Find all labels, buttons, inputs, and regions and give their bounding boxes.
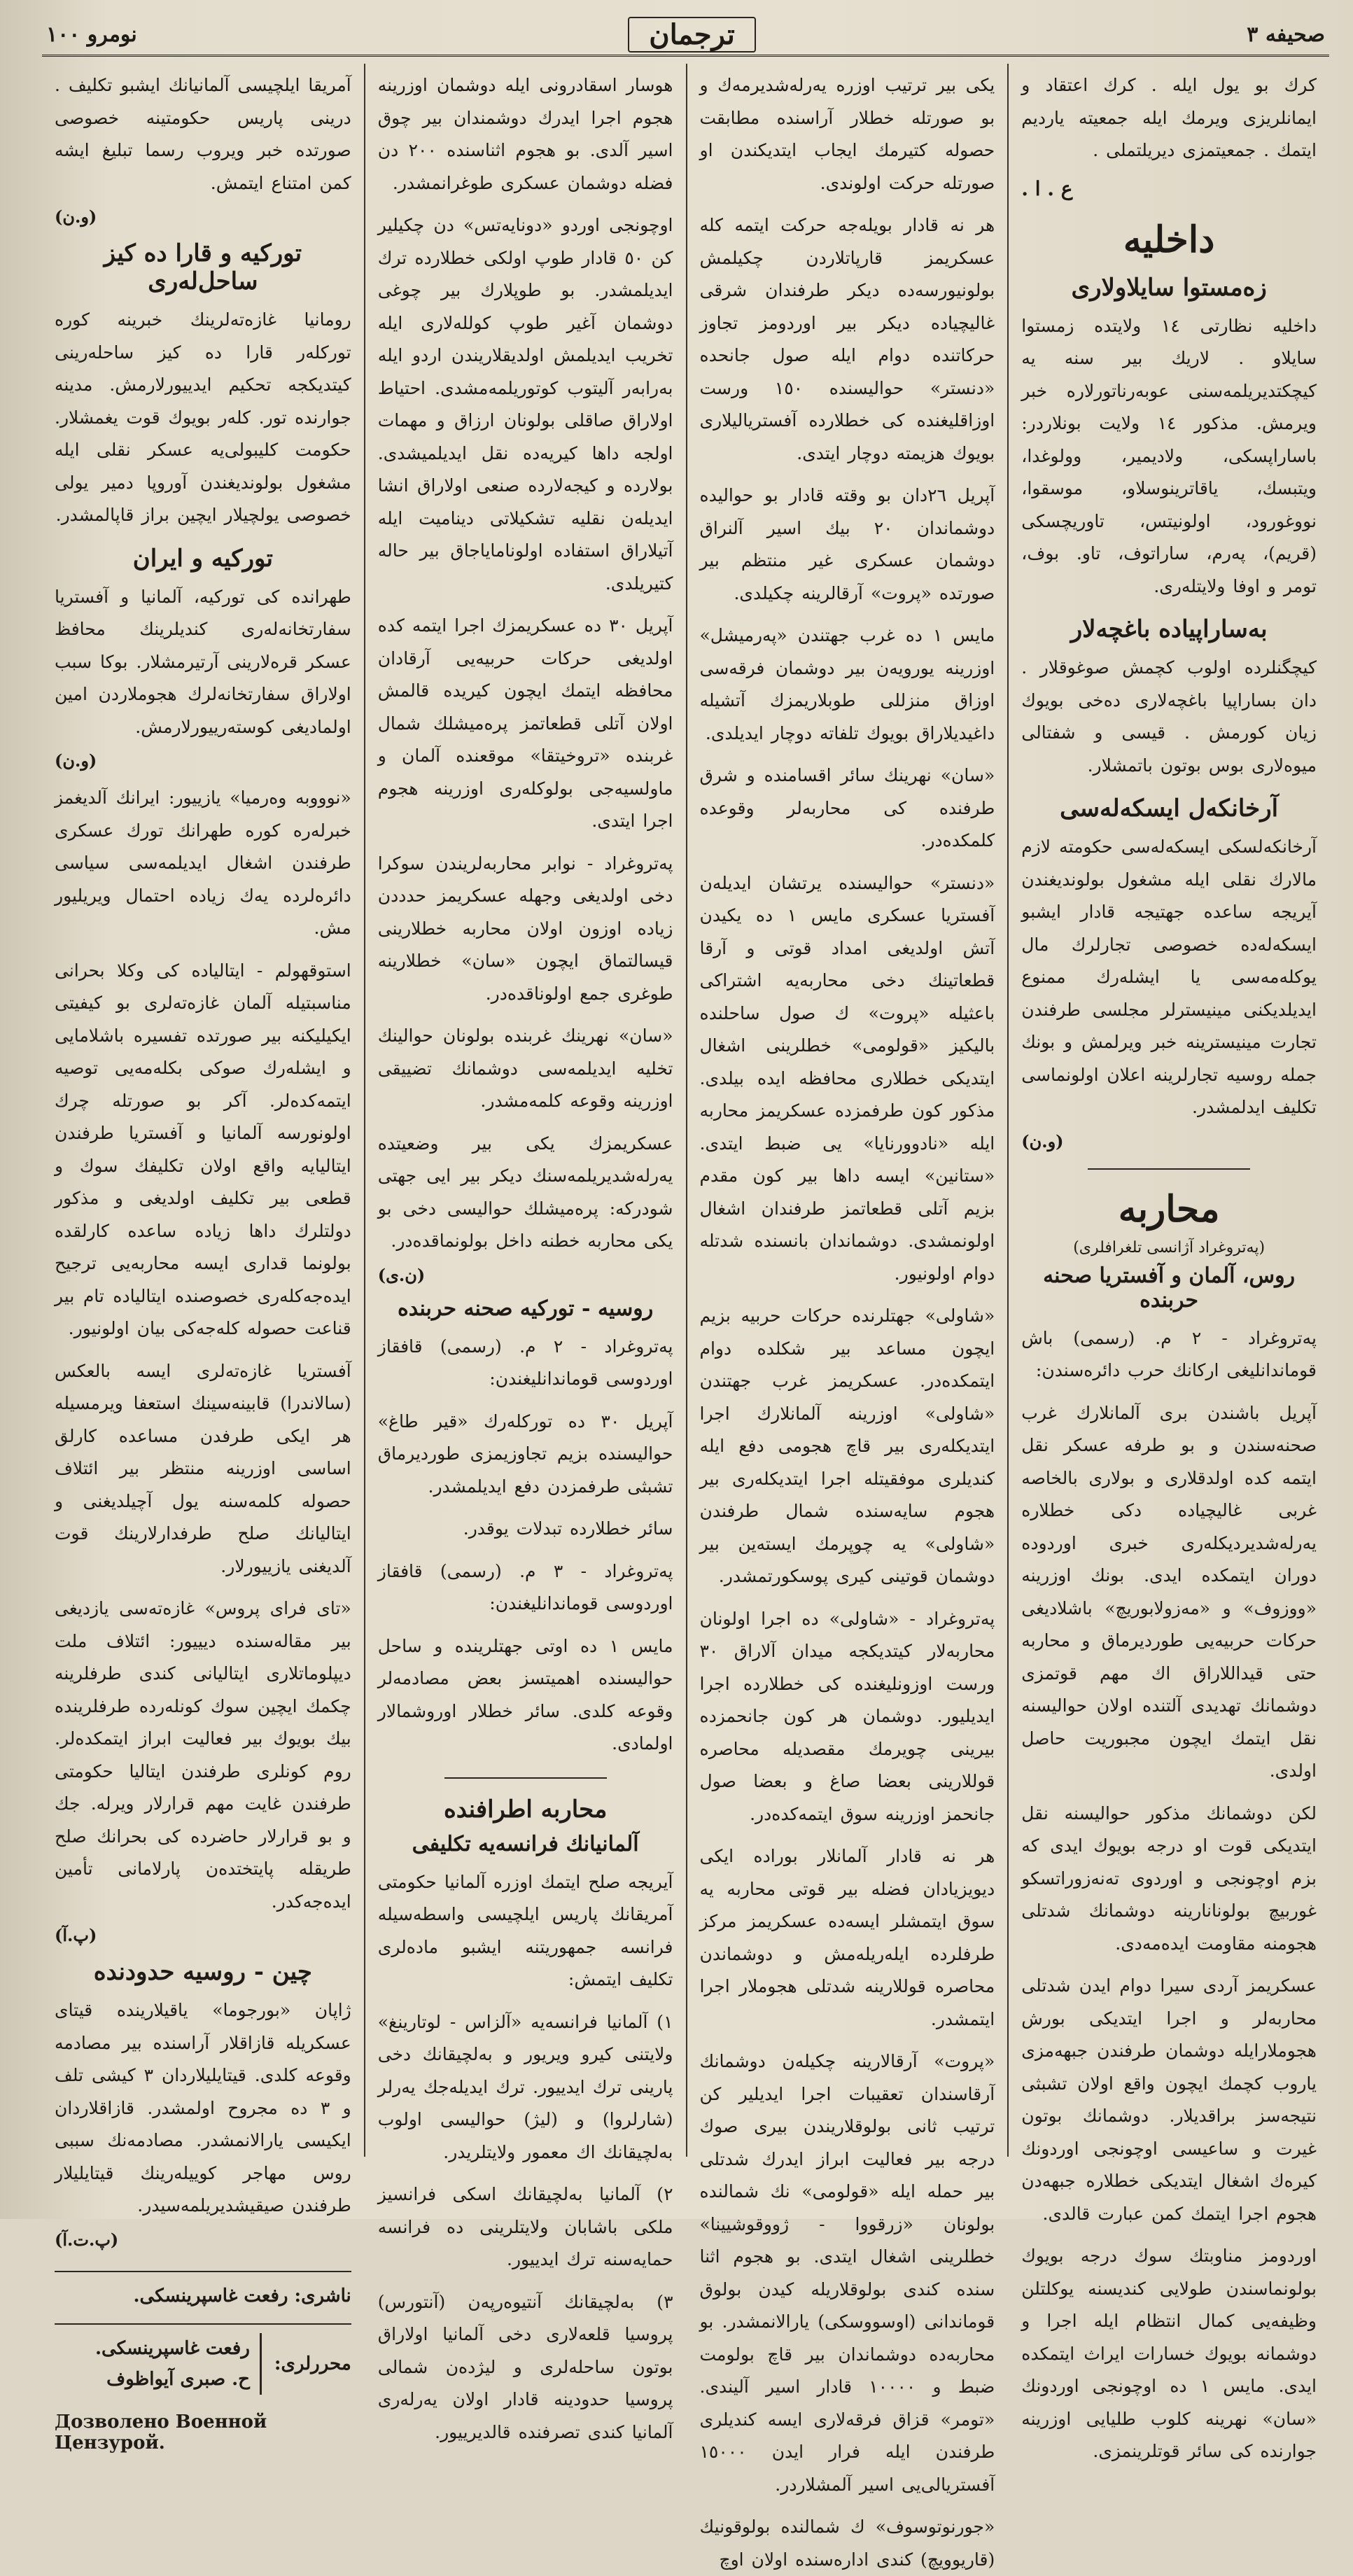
news-source: (و.ن) [55, 750, 97, 771]
column-3 [364, 64, 686, 2442]
page-header [42, 14, 1329, 57]
article-heading: بەساراپیاده باغچەلار [1070, 615, 1268, 643]
article-paragraph: پەتروغراد - ٢ م. (رسمی) قافقاز اوردوسی قوماندانلیغندن: [377, 1336, 673, 1389]
publisher-name: رفعت غاسپرینسکی. [133, 2285, 288, 2306]
section-title-domestic: داخلیه [1123, 218, 1215, 261]
article-paragraph: ٣) بەلچیقانك آنتیوەرپه‌ن (آنتورس) پروسیا قلعه‌لاری دخی آلمانیا اولاراق بوتون ساحله‌لری و لیژدەن شمالی پروسیا حدودینه قادار اولان یه‌رله‌ری آلمانیا کندی تصرفنده قالدیرییور. [377, 2291, 673, 2442]
editors-block [55, 2323, 351, 2395]
article-heading: تورکیه و ایران [132, 544, 274, 573]
article-paragraph: آپریل باشندن بری آلمانلارك غرب صحنەسندن و بو طرفه عسکر نقل ایتمه کده اولدقلاری و بولاری بالخاصه غربی غالیچیاده دکی خطلاره یەرلەشدیردیکلەری خبری اوردوده دوران ایتمکده ایدی. بونك اوزرینه «ووزوف» و «مەزولابوریچ» باشلادیغی حرکات حربیەیی طوردیرماق و محاربه حتی قیداللاراق اك مهم قوتمزی دوشمانك تهدیدی آلتنده اولان حوالیسنه نقل ایتمك ایچون مجبوریت حاصل اولدی. [1021, 1402, 1317, 1781]
publisher-label: ناشری: [294, 2285, 351, 2306]
article-paragraph: عسکریمزك یکی بیر وضعیتده یه‌رله‌شدیریلمەسنك دیکر بیر ایی جهتی شودر‌که: پرەمیشلك حوالیسی دخی بو یکی محاربه خطنه داخل بولونماقده‌در. [377, 1133, 673, 1251]
article-paragraph: آفستریا غازەته‌لری ایسه بالعکس (سالاندرا) قابینه‌سینك استعفا ویرمسیله هر ایکی طرفدن مساعده کارلق اساسی اوزرینه منتظر بیر ائتلاف حصوله کلمه‌سنه یول آچیلدیغنی و ایتالیانك صلح طرفدارلارینك قوت آلدیغنی یازییورلار. [55, 1360, 351, 1576]
article-paragraph: رومانیا غازەته‌لرینك خبرینه کوره تورکلەر قارا ده کیز ساحلەرینی کیتدیکجه تحکیم ایدییورلارمش. مدینه جوارنده تور. کلەر بویوك قوت یغمشلار. حکومت کلیبولی‌یه عسکر نقلی ایله مشغول بولوندیغندن آوروپا دمیر یولی خصوصی یولچیلار ایچین براز قاپالمشدر. [55, 309, 351, 525]
article-paragraph: «دنستر» حوالیسنده یرتشان ایدیلەن آفستریا عسکری مایس ١ ده یکیدن آتش اولدیغی امداد قوتی و آرقا قطعاتینك دخی محاربه‌یه اشتراکی باعثیله «پروت» ك صول ساحلنده بالیکیز «قولومی» خطلرینی اشغال ایتدیکی خطلاری محافظه ایده بیلدی. مذکور کون طرفمزده عسکریمز محاربه ایله «نادوورنایا» یی ضبط ایتدی. «ستانین» ایسه داها بیر کون مقدم بزیم آتلی قطعاتمز طرفندان اشغال اولونمشدی. دوشماندان بانسنده شدتله دوام اولونیور. [699, 872, 995, 1284]
article-paragraph: «جورنوتوسوف» ك شمالنده بولوقونیك (قاریوویچ) کندی ادارەسنده اولان اوچ [699, 2516, 995, 2570]
page-number: صحیفه ٣ [1247, 22, 1325, 47]
news-source: (و.ن) [1021, 1130, 1064, 1152]
article-paragraph: «سان» نهرینك غربنده بولونان حوالینك تخلیه ایدیلمەسی دوشمانك تضییقی اوزرینه وقوعه کلمه‌مشدر. [377, 1026, 673, 1111]
article-paragraph: مایس ١ ده غرب جهتندن «پەرمیشل» اوزرینه یورویەن بیر دوشمان فرقەسی اوزاق منزللی طوبلاریمزك آتشیله داغیدیلاراق بویوك تلفاته دوچار ایدیلدی. [699, 625, 995, 743]
editor-name: ح. صبری آیواظوف [106, 2369, 250, 2390]
imprint [55, 2271, 351, 2454]
article-paragraph: اوردومز مناوبتك سوك درجه بویوك بولونماسندن طولایی کندیسنه یوکلتلن وظیفه‌یی کمال انتظام ایله اجرا و دوشمانه بویوك خسارات ایراث ایتمکده ایدی. مایس ١ ده اوچونجی اوردونك «سان» نهرینه کلوب طلیایی اوزرینه جوارنده کی سائر قوتلرینمزی. [1021, 2246, 1317, 2461]
article-paragraph: ٢) آلمانیا بەلچیقانك اسکی فرانسیز ملکی باشابان ولایتلرینی ده فرانسه حمایه‌سنه ترك ایدییور. [377, 2184, 673, 2269]
column-1 [1007, 64, 1329, 2461]
article-paragraph: «تای فرای پروس» غازەته‌سی یازدیغی بیر مقاله‌سنده دیییور: ائتلاف ملت دیپلوماتلاری ایتالیانی کندی طرفلرینه چکمك ایچین سوك کونلەرده طرفلرینده بیك بویوك بیر فعالیت ابراز ایتمکده‌لر. روم کونلری طرفندن ایتالیا حکومتی طرفندن غایت مهم قرارلار ویرلە. جك و بو قرارلار حاضرده کی بحرانك صلح طریقله پایتختده‌ن پارلامانی تأمین ایده‌جه‌کدر. [55, 1598, 351, 1912]
article-paragraph: ١) آلمانیا فرانسه‌یه «آلزاس - لوتارینغ» ولایتنی کیرو ویریور و بەلچیقانك دخی پارینی ترك ایدییور. ترك ایدیلەجك یه‌رلر (شارلروا) و (لیژ) حوالیسی اولوب بەلچیقانك اك معمور ولایتلریدر. [377, 2011, 673, 2162]
article-paragraph: کیچگنلرده اولوب کچمش صوغوقلار . دان بساراپیا باغچەلاری دەخی بویوك زیان کورمش . قیسی و شفتالی میوەلاری بوس بوتون باتمشلار. [1021, 657, 1317, 776]
article-paragraph: آرخانکەلسکی ایسکەلەسی حکومته لازم مالارك نقلی ایله مشغول بولوندیغندن آیریجه ساعده جهتیجه قادار ایشبو ایسکەلەده خصوصی تجارلرك مال یوکلەمەسی یا ایشلەرك ممنوع ایدیلدیکنی مینیسترلر مجلسی طرفندن تجارت مینیسترینه خبر ویرلمش و بونك جمله روسیه تجارلرینه اعلان اولونماسی تکلیف ایدلمشدر. [1021, 836, 1317, 1117]
article-paragraph: عسکریمز آردی سیرا دوام ایدن شدتلی محاربەلر و اجرا ایتدیکی بورش هجوملارایله دوشمان طرفندن جبهەمزی یاروب کچمك ایچون واقع اولان تشبثی نتیجەسز براقدیلار. دوشمانك بوتون غیرت و ساعیسی اوچونجی اوردونك کیرەك اشغال ایتدیکی خطلاره جبهەدن هجوم اجرا ایتمك کمن عبارت قالدی. [1021, 1975, 1317, 2224]
article-paragraph: «شاولی» جهتلرنده حرکات حربیه بزیم ایچون مساعد بیر شکلده دوام ایتمکده‌در. عسکریمز غرب جهتندن «شاولی» اوزرینه آلمانلارك اجرا ایتدیکلەری بیر قاچ هجومی دفع ایله کندیلری موفقیتله اجرا ایتدیکلەری بیر هجوم سایەسنده شمال طرفندن «شاولی» یه چوپرمك ایسته‌ین بیر دوشمان قوتینی کیری پوسکورتمشدر. [699, 1306, 995, 1586]
article-paragraph: یکی بیر ترتیب اوزره یەرلەشدیرمەك و بو صورتله خطلار آراسنده مطابقت حصوله کتیرمك ایجاب ایتدیکندن او صورتله حرکت اولوندی. [699, 75, 995, 193]
article-heading: زەمستوا سايلاولاری [1071, 273, 1267, 302]
article-paragraph: «نوووبه وەرمیا» یازییور: ایرانك آلدیغمز خبرلەره کوره طهرانك تورك عسکری طرفندن اشغال ایدیلمەسی سیاسی دائرەلرده یه‌ك زیاده احتمال ویریلیور مش. [55, 788, 351, 938]
article-heading: آرخانکەل ایسکەلەسی [1060, 794, 1279, 822]
article-paragraph: پەتروغراد - «شاولی» ده اجرا اولونان محاربه‌لار کیتدیکجه میدان آلاراق ٣٠ ورست اوزونلیغنده کی خطلارده اجرا ایدیلیور. دوشمان هر کون جانحمزده بیرینی چویرمك مقصدیله محاصره قوللارینی بعضا صاغ و بعضا صول جانحمز اوزرینه سوق ایتمه‌کده‌در. [699, 1608, 995, 1824]
article-paragraph: مایس ١ ده اوتی جهتلرینده و ساحل حوالیسنده اهمیتسز بعض مصادمه‌لر وقوعه کلدی. سائر خطلار اوروشمالار اولمادی. [377, 1635, 673, 1754]
article-heading: روسیه - تورکیه صحنه حربنده [398, 1296, 654, 1321]
article-heading: آلمانیانك فرانسه‌یه تکلیفی [412, 1831, 639, 1856]
article-paragraph: هر نه قادار بویلەجه حرکت ایتمه کله عسکریمز قارپاتلاردن چکیلمش بولونیورسەده دیکر طرفندان شرقی غالیچیاده دیکر بیر اوردومز تجاوز حرکاتنده دوام ایله صول جانحده «دنستر» حوالیسنده ١٥٠ ورست اوزاقلیغنده کی خطلارده آفستریالیلاری بویوك هزیمته دوچار ایتدی. [699, 215, 995, 463]
news-source: (و.ن) [55, 206, 97, 227]
article-heading: تورکیه و قارا ده کیز ساحل‌لەری [104, 239, 302, 295]
article-paragraph: طهرانده کی تورکیه، آلمانیا و آفستریا سفارتخانه‌لەری کندیلرینك محافظ عسکر قره‌لارینی آرتیرمشلار. بوکا سبب اولاراق سفارتخانه‌لرك هجوملاردن امین اولمادیغی کوسته‌رییورلارمش. [55, 586, 351, 737]
article-paragraph: آپریل ٢٦دان بو وقته قادار بو حوالیده دوشماندان ٢٠ بیك اسیر آلنراق دوشمان عسکری غیر منتظم بیر صورتده «پروت» آرقالرینه چکیلدی. [699, 485, 995, 603]
article-paragraph: کرك بو یول ایله . کرك اعتقاد و ایمانلریزی ویرمك ایله جمعیته یاردیم ایتمك . جمعیتمزی دیریلتملی . [1021, 75, 1317, 160]
article-heading: چین - روسیه حدودنده [93, 1958, 312, 1986]
divider [444, 1777, 607, 1779]
column-4 [42, 64, 364, 2454]
article-paragraph: آپریل ٣٠ ده تورکلەرك «قیر طاغ» حوالیسنده بزیم تجاوزیمزی طوردیرماق تشبثی طرفمزدن دفع ایدیلمشدر. [377, 1410, 673, 1497]
article-paragraph: «سان» نهرینك سائر اقسامنده و شرق طرفنده کی محاربه‌لر وقوعده کلمکده‌در. [699, 765, 995, 850]
section-subtitle: (پەتروغراد آژانسی تلغرافلری) [1073, 1238, 1266, 1256]
columns [42, 64, 1329, 2570]
censor-note: Дозволено Военной Цензурой. [55, 2412, 267, 2454]
news-source: (پ.ت.آ) [55, 2229, 119, 2250]
article-paragraph: هر نه قادار آلمانلار بوراده ایکی دیویزیادان فضله بیر قوتی محاربه یه سوق ایتمشلر ایسه‌ده عسکریمز مرکز طرفلرده ایله‌ریله‌مش و دوشماندن محاصره قوللارینه شدتلی هجوملار اجرا ایتمشدر. [699, 1846, 995, 2029]
news-source: (پ.آ) [55, 1925, 97, 1945]
section-title-war: محاربە [1118, 1187, 1220, 1231]
article-paragraph: پەتروغراد - ٢ م. (رسمی) باش قوماندانلیغی ارکانك حرب دائرەسندن: [1021, 1327, 1317, 1380]
editors-label: محررلری: [274, 2353, 351, 2375]
publisher-line [55, 2282, 351, 2311]
article-paragraph: آپریل ٣٠ ده عسکریمزك اجرا ایتمه کده اولدیغی حرکات حربیه‌یی آرقادان محافظه ایتمك ایچون کیریده قالمش اولان آتلی قطعاتمز پرەمیشلك شمال غربنده «تروخیتقا» موقعنده آلمان و ماولسیه‌جی بولوکلەری اوزرینه هجوم اجرا ایتدی. [377, 615, 673, 831]
article-paragraph: پەتروغراد - نوابر محاربه‌لریندن سوکرا دخی اولدیغی وجهله عسکریمز حدددن زیاده اوزون اولان محاربه خطلارینی قیسالتماق ایچون «سان» خطلارینه طوغری جمع اولوناقدەدر. [377, 853, 673, 1004]
article-paragraph: آیریجه صلح ایتمك اوزره آلمانیا حکومتی آمریقانك پاریس ایلچیسی واسطەسیله فرانسه جمهوریتنه ایشبو ماده‌لری تکلیف ایتمش: [377, 1871, 673, 1989]
editors-names [95, 2333, 262, 2395]
divider [1088, 1168, 1250, 1170]
article-paragraph: لکن دوشمانك مذکور حوالیسنه نقل ایتدیکی قوت او درجه بویوك ایدی که بزم اوچونجی و اوردوی تەنەزوراتسکو غوربیچ بولونانارینه دوشمانك شدتلی هجومنه مقاومت ایده‌مەدی. [1021, 1802, 1317, 1954]
article-paragraph: اوچونجی اوردو «دونایەتس» دن چکیلیر کن ٥٠ قادار طوپ اولکی خطلارده ترك ایدیلمشدر. بو طوپلارك بیر چوغی دوشمان آغیر طوپ کولله‌لاری ایله تخریب ایدیلمش اولدیقلاریندن اردو ایله بەرابەر آلیتوب کوتوریلمەمشدی. احتیاط اولاراق صاقلی بولونان ارزاق و مهمات اولجه داها کیریه‌ده نقل ایدیلمیشدی. بولارده و کیجەلارده صنعی اولاراق انشا ایدیلەن نقلیه تشکیلاتی دیناميت ایله آتیلاراق استفاده اولونامایاجاق بیر حاله کتیریلدی. [377, 215, 673, 594]
article-paragraph: پەتروغراد - ٣ م. (رسمی) قافقاز اوردوسی قوماندانلیغندن: [377, 1560, 673, 1614]
editor-name: رفعت غاسپرینسکی. [94, 2338, 250, 2360]
article-heading: روس، آلمان و آفستریا صحنه حربنده [1043, 1263, 1296, 1312]
article-paragraph: هوسار اسقادرونی ایله دوشمان اوزرینه هجوم اجرا ایدرك دوشمندان بیر چوق اسیر آلدی. بو هجوم اثناسنده ٢٠٠ دن فضله دوشمان عسکری طوغرانمشدر. [377, 75, 673, 193]
column-2 [686, 64, 1008, 2570]
article-paragraph: آمریقا ایلچیسی آلمانیانك ایشبو تکلیف . درینی پاریس حکومتینه خصوصی صورتده خبر ویروب رسما تبلیغ ایشه کمن امتناع ایتمش. [55, 75, 351, 193]
article-paragraph: استوقهولم - ایتالیاده کی وکلا بحرانی مناسبتیله آلمان غازەته‌لری بو کیفیتی ایکیلیکنه بیر صورتده تفسیره باشلامایی و ایشلەرك صوکی بکله‌مه‌یی توصیه ایتمه‌کده‌لر. آکر بو صورتله چرك اولونورسه آلمانیا و آفستریا طرفندن ایتالیایه واقع اولان تکلیفك سوك و قطعی بیر تکلیف اولدیغی و مذکور دولتلرك داها زیاده ساعده کارلقده بولونما قداری ایسه محاربه‌یی ترجیح ایده‌جه‌کلەری خصوصنده ایتالیاده تام بیر قناعت حصوله کله‌جه‌کی بیان اولونیور. [55, 960, 351, 1338]
article-paragraph: ژاپان «بورجوما» یاقیلارینده قیتای عسکریله قازاقلار آراسنده بیر مصادمه وقوعه کلدی. قیتایلیلاردان ٣ کیشی تلف و ٣ ده مجروح اولمشدر. قازاقلاردان ایکیسی یارالانمشدر. مصادمه‌نك سببی روس مهاجر کوییله‌رینك قیتایلیلار طرفندن صیقیشدیریلمه‌سیدر. [55, 2000, 351, 2216]
newspaper-masthead: ترجمان [628, 17, 756, 52]
signature: ع . ا . [1021, 176, 1073, 200]
news-source: (ن.ی) [377, 1264, 426, 1285]
section-title-around-war: محاربه اطرافنده [443, 1795, 608, 1823]
article-paragraph: «پروت» آرقالارینه چکیله‌ن دوشمانك آرقاسندان تعقیبات اجرا ایدیلیر کن ترتیب ثانی بولوقلاریندن بیری صوك درجه بیر فعالیت ابراز ایدرك شدتلی بیر حمله ایله «قولومی» نك شمالنده بولونان «زرقووا - ژووقوشیینا» خطلرینی اشغال ایتدی. بو هجوم اثنا سنده کندی بولوقلاریله کیدن بولوق قوماندانی (اوسووسکی) یارالانمشدر. بو محاربه‌ده دوشماندان بیر قاچ بولومت ضبط و ١٠٠٠٠ قادار اسیر آلیندی. «تومر» قزاق فرقه‌لاری ایسه کندیلری طرفندن ایله فرار ایدن ١٥٠٠٠ آفستریالی‌یی اسیر آلمشلاردر. [699, 2051, 995, 2495]
issue-number: نومرو ١٠٠ [46, 22, 137, 47]
article-paragraph: داخلیه نظارتی ١٤ ولایتده زمستوا سایلاو . لاریك بیر سنه یه کیچکتدیریلمەسنی عوبەرناتورلاره خبر ویرمش. مذکور ١٤ ولایت بونلاردر: باساراپسکی، ولادیمیر، وولوغدا، ویتبسك، یاقاترینوسلاو، موسقوا، نووغورود، اولونیتس، تاوریچسکی (قریم)، پەرم، ساراتوف، تاو. بوف، تومر و اوفا ولایتلەری. [1021, 315, 1317, 596]
article-paragraph: سائر خطلارده تبدلات یوقدر. [463, 1518, 673, 1539]
